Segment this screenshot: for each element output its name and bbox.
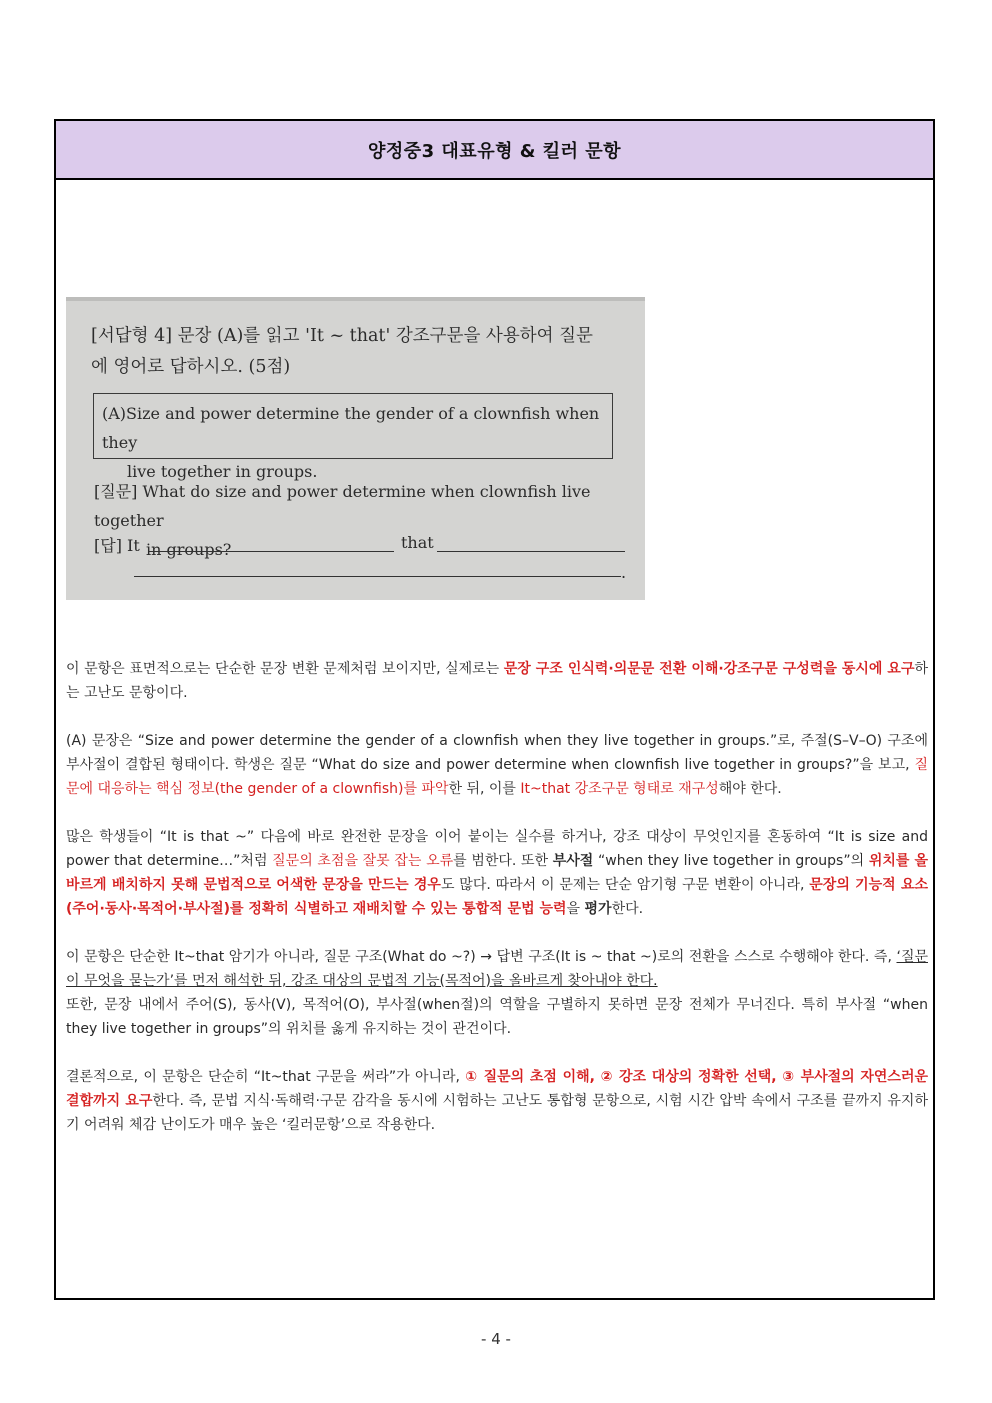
question-photo bbox=[66, 297, 645, 600]
paragraph-4 bbox=[66, 945, 928, 993]
p3-highlight-2: 위치를 올바르게 배치하지 못해 문법적으로 어색한 문장을 만드는 경우 bbox=[66, 853, 929, 893]
p6-text: 결론적으로, 이 문항은 단순히 “It~that 구문을 써라”가 아니라, bbox=[66, 1069, 466, 1085]
p4-underline: ‘질문이 무엇을 묻는가’를 먼저 해석한 뒤, 강조 대상의 문법적 기능(목적어)을 올바르게 찾아내야 한다. bbox=[66, 949, 928, 989]
p3-text-3: “when they live together in groups”의 bbox=[593, 853, 869, 869]
prompt-line-2: 에 영어로 답하시오. (5점) bbox=[91, 357, 291, 377]
p2-highlight-2: It~that 강조구문 형태로 재구성 bbox=[520, 781, 719, 797]
sentence-a-line-2: live together in groups. bbox=[127, 462, 318, 481]
analysis-text bbox=[66, 657, 928, 1161]
p3-highlight-3: 문장의 기능적 요소(주어·동사·목적어·부사절)를 정확히 식별하고 재배치할 수 있는 통합적 문법 능력 bbox=[66, 877, 928, 917]
answer-blank-1 bbox=[149, 551, 394, 552]
page-number: - 4 - bbox=[481, 1330, 511, 1348]
p2-text: (A) 문장은 “Size and power determine the gender of a clownfish when they live together in groups.”로, 주절(S–V–O) 구조에 부사절이 결합된 형태이다. 학생은 질문 “What do size and power determine when clownfish live together in groups?”을 보고, bbox=[66, 733, 928, 773]
p6-text-end: 한다. 즉, 문법 지식·독해력·구문 감각을 동시에 시험하는 고난도 통합형 문항으로, 시험 시간 압박 속에서 구조를 끝까지 유지하기 어려워 체감 난이도가 매우 높은 ‘킬러문항’으로 작용한다. bbox=[66, 1093, 928, 1133]
p3-text-2: 를 범한다. 또한 bbox=[453, 853, 553, 869]
p3-bold-2: 평가 bbox=[584, 901, 612, 917]
p2-text-end: 해야 한다. bbox=[718, 781, 782, 797]
p3-text-4: 도 많다. 따라서 이 문제는 단순 암기형 구문 변환이 아니라, bbox=[440, 877, 810, 893]
p3-text-end: 한다. bbox=[611, 901, 644, 917]
paragraph-1 bbox=[66, 657, 928, 705]
answer-period: . bbox=[621, 563, 627, 582]
question-line-2: in groups? bbox=[146, 540, 232, 559]
content-frame bbox=[54, 119, 935, 1300]
prompt-line-1: [서답형 4] 문장 (A)를 읽고 'It ~ that' 강조구문을 사용하여 질문 bbox=[91, 326, 593, 346]
question-prompt bbox=[91, 321, 593, 383]
p2-text-mid: 한 뒤, 이를 bbox=[448, 781, 521, 797]
sentence-a-line-1: (A)Size and power determine the gender of a clownfish when they bbox=[102, 404, 600, 452]
answer-blank-2 bbox=[437, 551, 625, 552]
page-title: 양정중3 대표유형 & 킬러 문항 bbox=[56, 121, 933, 180]
answer-blank-3 bbox=[134, 576, 621, 577]
p3-text-5: 을 bbox=[566, 901, 585, 917]
paragraph-5: 또한, 문장 내에서 주어(S), 동사(V), 목적어(O), 부사절(when절)의 역할을 구별하지 못하면 문장 전체가 무너진다. 특히 부사절 “when they live together in groups”의 위치를 옳게 유지하는 것이 관건이다. bbox=[66, 997, 928, 1037]
p1-text: 이 문항은 표면적으로는 단순한 문장 변환 문제처럼 보이지만, 실제로는 bbox=[66, 661, 504, 677]
p3-highlight-1: 질문의 초점을 잘못 잡는 오류 bbox=[272, 853, 454, 869]
paragraph-3 bbox=[66, 825, 928, 921]
paragraph-2 bbox=[66, 729, 928, 801]
photo-edge bbox=[66, 297, 645, 301]
p1-highlight: 문장 구조 인식력·의문문 전환 이해·강조구문 구성력을 동시에 요구 bbox=[503, 661, 915, 677]
p3-bold-1: 부사절 bbox=[552, 853, 594, 869]
answer-label: [답] It bbox=[94, 536, 140, 555]
question-line-1: [질문] What do size and power determine when clownfish live together bbox=[94, 482, 591, 530]
p6-highlight: ① 질문의 초점 이해, ② 강조 대상의 정확한 선택, ③ 부사절의 자연스러운 결합까지 요구 bbox=[66, 1069, 929, 1109]
sentence-a-box bbox=[93, 393, 613, 481]
answer-that: that bbox=[401, 533, 434, 552]
p2-highlight-1: 질문에 대응하는 핵심 정보(the gender of a clownfish)를 파악 bbox=[66, 757, 928, 797]
p3-text: 많은 학생들이 “It is that ~” 다음에 바로 완전한 문장을 이어 붙이는 실수를 하거나, 강조 대상이 무엇인지를 혼동하여 “It is size and power that determine…”처럼 bbox=[66, 829, 928, 869]
p4-text: 이 문항은 단순한 It~that 암기가 아니라, 질문 구조(What do ~?) → 답변 구조(It is ~ that ~)로의 전환을 스스로 수행해야 한다. 즉, bbox=[66, 949, 897, 965]
answer-area bbox=[94, 533, 627, 583]
paragraph-6 bbox=[66, 1065, 928, 1137]
p1-text-end: 하는 고난도 문항이다. bbox=[66, 661, 928, 701]
